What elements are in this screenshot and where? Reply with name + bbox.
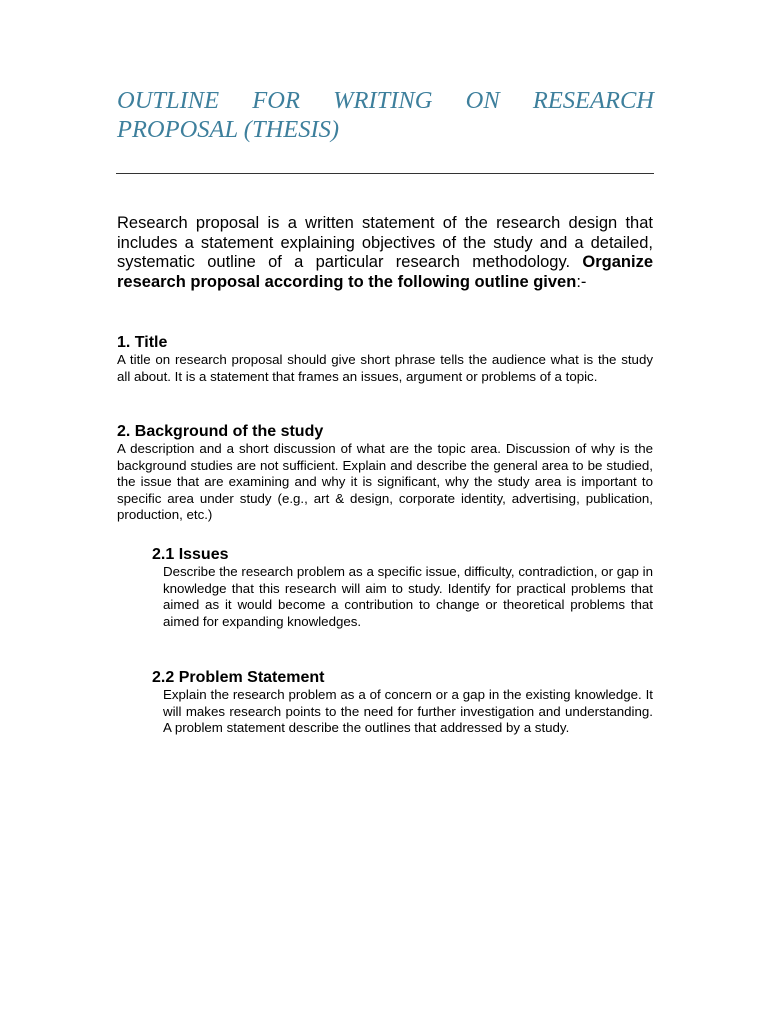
section-body: A description and a short discussion of what are the topic area. Discussion of why is the background studies are not sufficient. Explain and describe the general area to be studied, the issue that are examining and why it is significant, why the study area is important to specific area under study (e.g., art & design, corporate identity, advertising, publication, production, etc.) xyxy=(117,441,653,523)
subsection-heading: 2.2 Problem Statement xyxy=(152,669,325,686)
subsection-problem-statement xyxy=(152,668,653,737)
subsection-body: Explain the research problem as a of concern or a gap in the existing knowledge. It will makes research points to the need for further investigation and understanding. A problem statement describe the outlines that addressed by a study. xyxy=(163,687,653,736)
intro-bold-suffix: :- xyxy=(576,272,587,291)
section-title xyxy=(117,333,653,385)
intro-text: Research proposal is a written statement of the research design that includes a statement explaining objectives of the study and a detailed, systematic outline of a particular research methodology. xyxy=(117,214,653,271)
section-heading: 2. Background of the study xyxy=(117,423,324,440)
intro-bold-text: Organize research proposal according to the following outline given xyxy=(117,253,653,291)
title-divider xyxy=(116,173,654,174)
section-background xyxy=(117,422,653,524)
section-body: A title on research proposal should give short phrase tells the audience what is the study all about. It is a statement that frames an issues, argument or problems of a topic. xyxy=(117,352,653,384)
document-title: OUTLINE FOR WRITING ON RESEARCH PROPOSAL (THESIS) xyxy=(117,87,654,143)
subsection-heading: 2.1 Issues xyxy=(152,546,229,563)
subsection-issues xyxy=(152,545,653,630)
subsection-body: Describe the research problem as a specific issue, difficulty, contradiction, or gap in knowledge that this research will aim to study. Identify for practical problems that aimed as it would become a contribution to change or theoretical problems that aimed for expanding knowledges. xyxy=(163,564,653,629)
section-heading: 1. Title xyxy=(117,334,168,351)
intro-paragraph xyxy=(117,214,653,292)
